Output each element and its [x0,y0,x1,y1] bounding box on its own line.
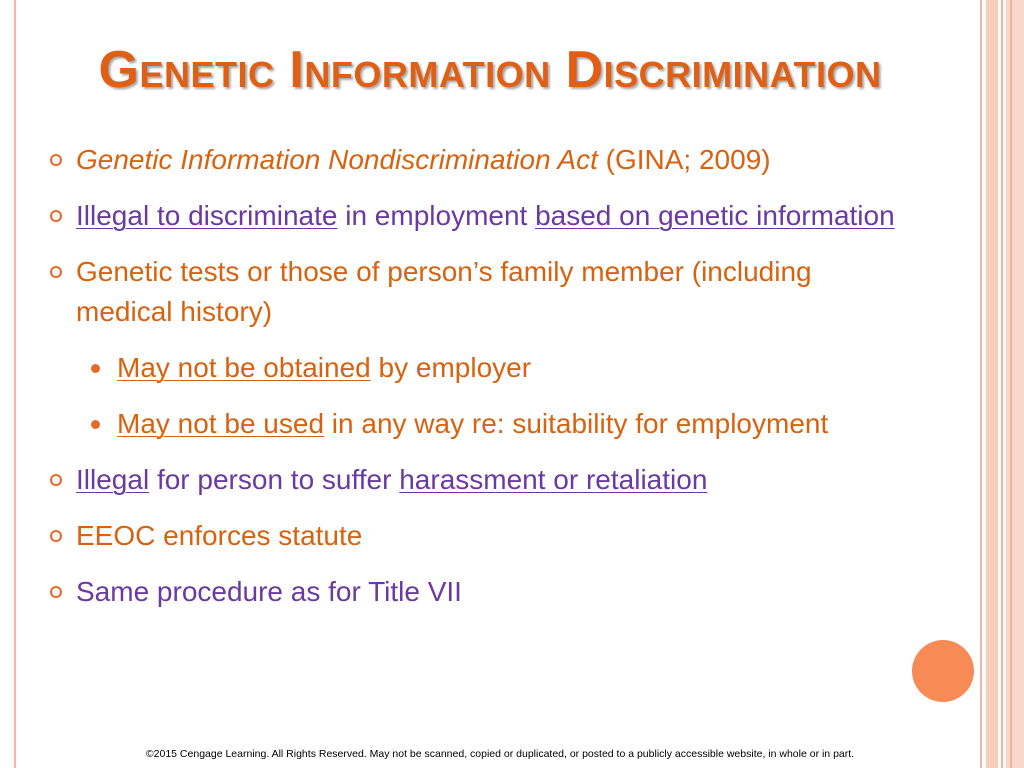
sub-bullet-text: by employer [370,352,532,383]
accent-circle [912,640,974,702]
bullet-text: Same procedure as for Title VII [76,576,462,607]
right-decorative-stripes [980,0,1024,768]
bullet-eeoc [48,516,908,556]
ring-bullet-icon [50,266,62,278]
bullet-illegal-discriminate [48,196,908,236]
illegal-text: Illegal [76,464,150,495]
stripe [986,0,998,768]
stripe [980,0,982,768]
not-obtained-text: May not be obtained [117,352,371,383]
bullet-text: Genetic tests or those of person’s family member (including medical history) [76,256,812,327]
bullet-text: EEOC enforces statute [76,520,363,551]
genetic-info-link: based on genetic information [535,200,895,231]
ring-bullet-icon [50,474,62,486]
act-suffix: (GINA; 2009) [597,144,771,175]
bullet-harassment [48,460,908,500]
sub-bullet-text: in any way re: suitability for employment [324,408,829,439]
bullet-text: in employment [337,200,536,231]
bullet-gina [48,140,908,180]
ring-bullet-icon [50,530,62,542]
bullet-genetic-tests [48,252,908,332]
stripe [1010,0,1012,768]
dot-bullet-icon [91,364,100,373]
ring-bullet-icon [50,154,62,166]
stripe [1006,0,1024,768]
bullet-text: for person to suffer [149,464,400,495]
act-name: Genetic Information Nondiscrimination Act [76,144,598,175]
bullet-same-procedure [48,572,908,612]
stripe [1001,0,1003,768]
harassment-text: harassment or retaliation [399,464,708,495]
ring-bullet-icon [50,210,62,222]
slide-content [48,140,908,628]
slide-title: Genetic Information Discrimination [98,41,882,99]
illegal-discriminate-link: Illegal to discriminate [76,200,338,231]
sub-bullet-not-obtained [48,348,908,388]
copyright-footer: ©2015 Cengage Learning. All Rights Reserved. May not be scanned, copied or duplicated, or posted to a publicly accessible website, in whole or in part. [145,748,855,760]
ring-bullet-icon [50,586,62,598]
sub-bullet-not-used [48,404,908,444]
dot-bullet-icon [91,420,100,429]
left-border-line [14,0,16,768]
not-used-text: May not be used [117,408,325,439]
